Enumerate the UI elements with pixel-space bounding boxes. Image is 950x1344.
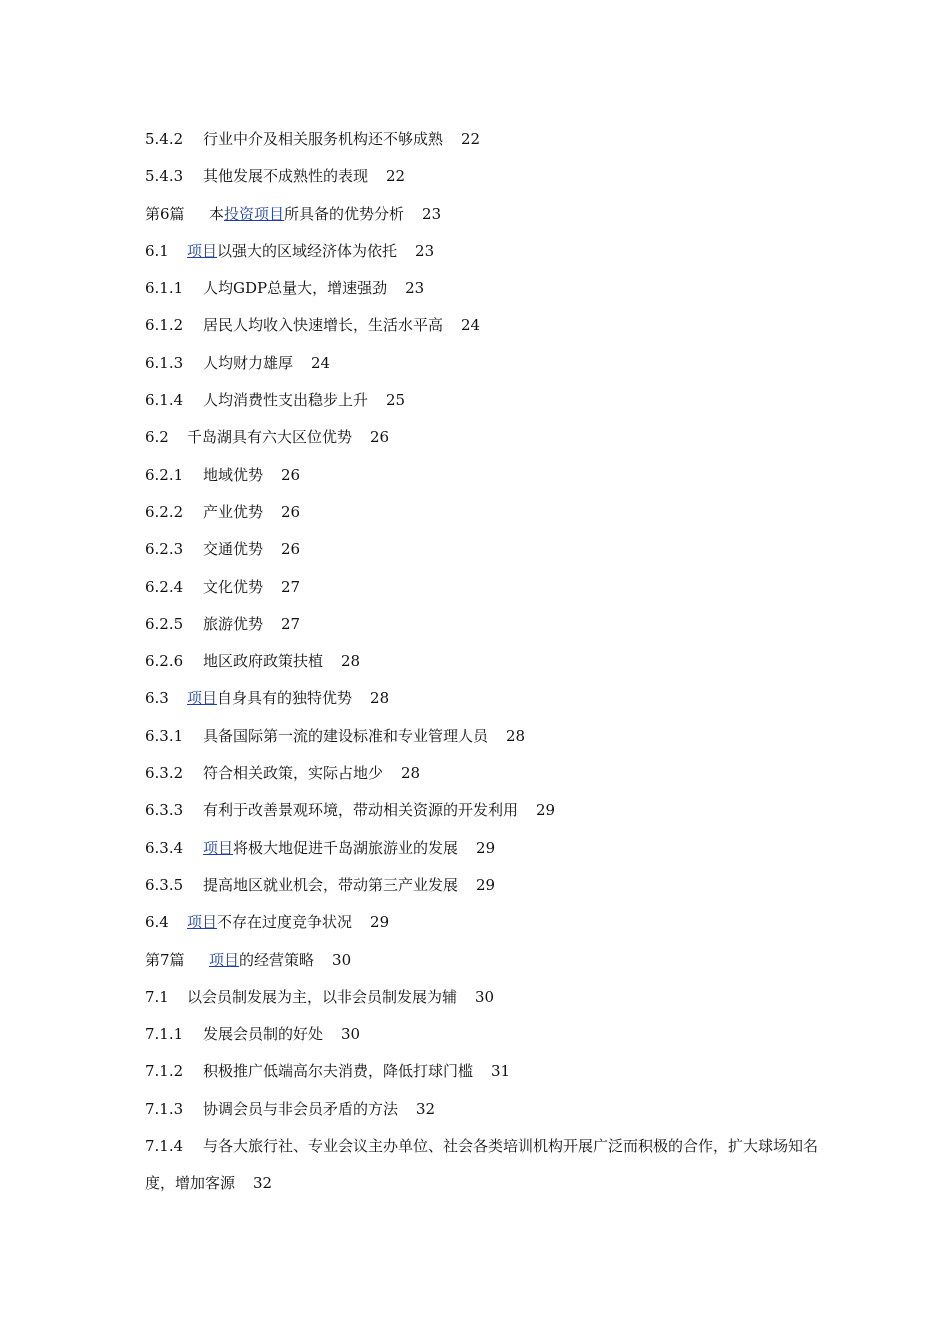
toc-entry-page-number: 32: [253, 1174, 273, 1193]
toc-entry: [145, 904, 825, 941]
toc-entry-link[interactable]: 项目: [209, 950, 240, 969]
toc-entry-title: 积极推广低端高尔夫消费，降低打球门槛: [203, 1062, 474, 1081]
toc-entry-title: 以会员制发展为主，以非会员制发展为辅: [187, 987, 458, 1006]
toc-entry-page-number: 25: [386, 391, 406, 410]
toc-entry-number: 6.1.3: [145, 353, 184, 372]
toc-entry: [145, 1128, 825, 1203]
toc-entry: [145, 792, 825, 829]
toc-entry-page-number: 27: [281, 577, 301, 596]
toc-entry-number: 6.2.1: [145, 465, 184, 484]
toc-entry-title: 所具备的优势分析: [284, 204, 405, 223]
toc-entry-title: 符合相关政策，实际占地少: [203, 764, 384, 783]
toc-entry: [145, 419, 825, 456]
toc-entry: [145, 307, 825, 344]
toc-entry-number: 5.4.3: [145, 167, 184, 186]
toc-entry-page-number: 26: [281, 502, 301, 521]
toc-entry-number: 6.2.4: [145, 577, 184, 596]
toc-entry: [145, 680, 825, 717]
toc-entry: [145, 1016, 825, 1053]
toc-entry-title: 提高地区就业机会，带动第三产业发展: [203, 875, 459, 894]
toc-entry-title: 有利于改善景观环境，带动相关资源的开发利用: [203, 801, 519, 820]
toc-entry-page-number: 24: [461, 316, 481, 335]
toc-entry: [145, 718, 825, 755]
toc-entry-number: 6.1.2: [145, 316, 184, 335]
toc-entry-title: 行业中介及相关服务机构还不够成熟: [203, 130, 444, 148]
toc-entry-number: 6.3.2: [145, 764, 184, 783]
toc-entry-title: 将极大地促进千岛湖旅游业的发展: [233, 838, 459, 857]
toc-entry-number: 第6篇: [145, 204, 185, 223]
toc-entry-number: 6.1.1: [145, 279, 184, 298]
toc-entry-title: 人均GDP总量大，增速强劲: [203, 279, 388, 298]
toc-entry: [145, 569, 825, 606]
toc-entry-page-number: 28: [370, 689, 390, 708]
toc-entry: [145, 606, 825, 643]
toc-entry-page-number: 23: [405, 279, 425, 298]
toc-entry-link[interactable]: 项目: [187, 241, 218, 260]
toc-entry-title: 人均消费性支出稳步上升: [203, 391, 369, 410]
toc-entry: [145, 531, 825, 568]
toc-entry-link[interactable]: 项目: [203, 838, 234, 857]
toc-entry-page-number: 28: [341, 652, 361, 671]
toc-entry: [145, 270, 825, 307]
toc-entry: [145, 196, 825, 233]
toc-entry-title: 产业优势: [203, 502, 264, 521]
toc-entry-title: 自身具有的独特优势: [217, 689, 353, 708]
toc-entry-number: 第7篇: [145, 950, 185, 969]
toc-entry-page-number: 23: [415, 241, 435, 260]
toc-entry: [145, 494, 825, 531]
toc-entry-page-number: 29: [536, 801, 556, 820]
toc-entry-title: 居民人均收入快速增长，生活水平高: [203, 316, 444, 335]
toc-entry-page-number: 26: [370, 428, 390, 447]
toc-entry-title: 不存在过度竞争状况: [217, 913, 353, 932]
toc-entry-page-number: 32: [416, 1099, 436, 1118]
toc-entry-number: 6.3.4: [145, 838, 184, 857]
toc-entry-number: 6.3.1: [145, 726, 184, 745]
toc-entry-number: 7.1.1: [145, 1025, 184, 1044]
toc-entry-page-number: 26: [281, 540, 301, 559]
toc-entry-title: 地域优势: [203, 465, 264, 484]
toc-entry-page-number: 26: [281, 465, 301, 484]
toc-entry: [145, 233, 825, 270]
toc-entry-title: 人均财力雄厚: [203, 353, 294, 372]
toc-entry-page-number: 29: [476, 875, 496, 894]
toc-entry-number: 6.3: [145, 689, 169, 708]
toc-entry-title: 地区政府政策扶植: [203, 652, 324, 671]
toc-entry-page-number: 31: [491, 1062, 511, 1081]
toc-entry-page-number: 23: [422, 204, 442, 223]
toc-entry-page-number: 28: [506, 726, 526, 745]
toc-entry: [145, 121, 825, 158]
toc-entry: [145, 1091, 825, 1128]
toc-entry: [145, 867, 825, 904]
toc-entry: [145, 1053, 825, 1090]
toc-entry-title: 的经营策略: [239, 950, 315, 969]
toc-entry-page-number: 29: [370, 913, 390, 932]
toc-entry-number: 6.1: [145, 241, 169, 260]
toc-entry-number: 6.2.6: [145, 652, 184, 671]
toc-entry-number: 6.4: [145, 913, 169, 932]
toc-entry-title: 文化优势: [203, 577, 264, 596]
toc-entry: [145, 979, 825, 1016]
toc-entry: [145, 942, 825, 979]
toc-entry: [145, 755, 825, 792]
toc-entry-title: 交通优势: [203, 540, 264, 559]
toc-entry-number: 7.1.2: [145, 1062, 184, 1081]
toc-entry-number: 6.2.2: [145, 502, 184, 521]
table-of-contents: [145, 121, 825, 1203]
toc-entry-title: 旅游优势: [203, 614, 264, 633]
toc-entry-page-number: 30: [332, 950, 352, 969]
toc-entry-number: 7.1: [145, 987, 169, 1006]
toc-entry-page-number: 29: [476, 838, 496, 857]
toc-entry-number: 6.3.5: [145, 875, 184, 894]
toc-entry-page-number: 22: [461, 130, 481, 148]
toc-entry-page-number: 22: [386, 167, 406, 186]
toc-entry-page-number: 24: [311, 353, 331, 372]
toc-entry-title: 具备国际第一流的建设标准和专业管理人员: [203, 726, 489, 745]
toc-entry-title: 千岛湖具有六大区位优势: [187, 428, 353, 447]
toc-entry-page-number: 28: [401, 764, 421, 783]
toc-entry-number: 6.2.5: [145, 614, 184, 633]
toc-entry-link[interactable]: 项目: [187, 689, 218, 708]
toc-entry: [145, 158, 825, 195]
toc-entry-title: 以强大的区域经济体为依托: [217, 241, 398, 260]
toc-entry-title: 本: [209, 204, 225, 223]
toc-entry: [145, 345, 825, 382]
toc-entry-title: 协调会员与非会员矛盾的方法: [203, 1099, 399, 1118]
toc-entry-number: 6.2.3: [145, 540, 184, 559]
toc-entry-link[interactable]: 项目: [187, 913, 218, 932]
toc-entry-link[interactable]: 投资项目: [224, 204, 285, 223]
toc-entry-number: 7.1.4: [145, 1137, 184, 1156]
toc-entry-number: 5.4.2: [145, 130, 184, 148]
toc-entry-title: 发展会员制的好处: [203, 1025, 324, 1044]
toc-entry-page-number: 27: [281, 614, 301, 633]
toc-entry-title: 与各大旅行社、专业会议主办单位、社会各类培训机构开展广泛而积极的合作，扩大球场知名度，增加客源: [145, 1137, 819, 1193]
toc-entry-title: 其他发展不成熟性的表现: [203, 167, 369, 186]
toc-entry: [145, 643, 825, 680]
toc-entry: [145, 830, 825, 867]
toc-entry-number: 6.2: [145, 428, 169, 447]
toc-entry-page-number: 30: [475, 987, 495, 1006]
toc-entry: [145, 457, 825, 494]
toc-entry-number: 6.1.4: [145, 391, 184, 410]
toc-entry-number: 6.3.3: [145, 801, 184, 820]
toc-entry-page-number: 30: [341, 1025, 361, 1044]
toc-entry-number: 7.1.3: [145, 1099, 184, 1118]
toc-entry: [145, 382, 825, 419]
